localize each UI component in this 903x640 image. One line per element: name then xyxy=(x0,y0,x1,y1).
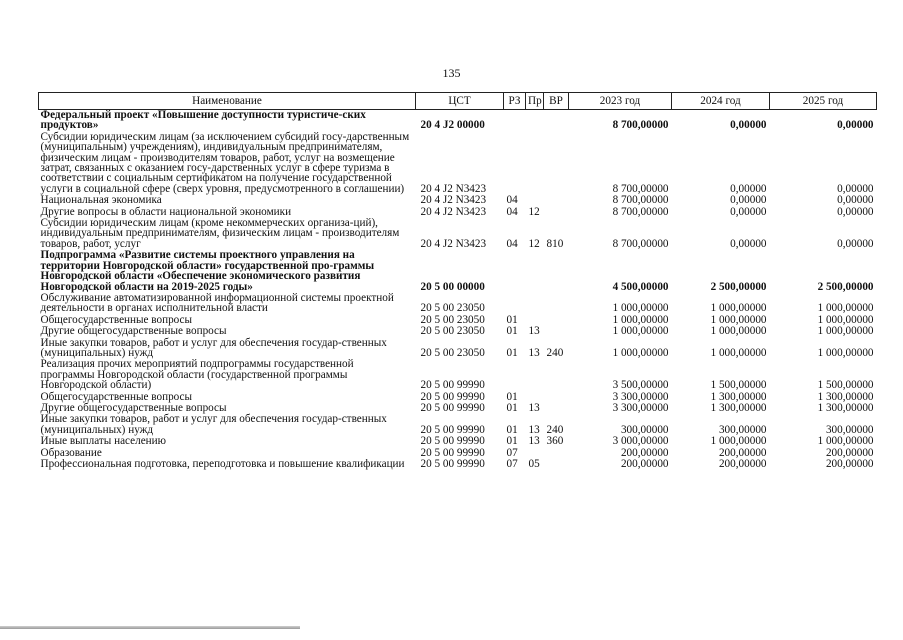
cell-name: Национальная экономика xyxy=(40,194,162,207)
cell-cst: 20 4 J2 N3423 xyxy=(420,237,487,250)
cell-cst: 20 5 00 23050 xyxy=(420,313,485,326)
cell-vr xyxy=(544,132,569,195)
table-row xyxy=(39,459,877,470)
cell-pr: 13 xyxy=(528,346,540,359)
cell-2024: 1 500,00000 xyxy=(710,379,767,392)
column-header-2024: 2024 год xyxy=(672,93,770,110)
cell-2024: 300,00000 xyxy=(718,423,767,436)
cell-2025: 1 000,00000 xyxy=(817,346,874,359)
cell-pr: 05 xyxy=(528,458,540,470)
cell-pr: 13 xyxy=(528,423,540,436)
cell-2023: 8 700,00000 xyxy=(612,182,669,195)
cell-2024: 1 000,00000 xyxy=(710,302,767,315)
cell-name: Иные закупки товаров, работ и услуг для обеспечения государ-ственных (муниципальных) нужд xyxy=(40,413,387,436)
cell-vr xyxy=(544,448,569,459)
cell-cst: 20 5 00 23050 xyxy=(420,325,485,338)
cell-pr: 12 xyxy=(528,237,540,250)
cell-rz: 04 xyxy=(506,205,518,218)
cell-rz xyxy=(504,110,526,132)
cell-name: Федеральный проект «Повышение доступности туристиче-ских продуктов» xyxy=(40,109,366,132)
cell-2025: 1 500,00000 xyxy=(817,379,874,392)
column-header-2023: 2023 год xyxy=(569,93,672,110)
cell-2025: 1 300,00000 xyxy=(817,390,874,403)
table-header xyxy=(39,93,877,110)
cell-rz: 01 xyxy=(506,346,518,359)
cell-2023: 3 500,00000 xyxy=(612,379,669,392)
table-row xyxy=(39,293,877,315)
cell-rz xyxy=(504,250,526,293)
budget-table xyxy=(38,92,877,470)
column-header-cst: ЦСТ xyxy=(416,93,504,110)
cell-rz: 07 xyxy=(506,458,518,470)
cell-2025: 1 000,00000 xyxy=(817,302,874,315)
cell-rz: 01 xyxy=(506,325,518,338)
cell-rz xyxy=(504,132,526,195)
cell-name: Общегосударственные вопросы xyxy=(40,390,193,403)
cell-name: Другие общегосударственные вопросы xyxy=(40,325,227,338)
cell-vr: 360 xyxy=(546,435,564,448)
cell-rz: 07 xyxy=(506,446,518,459)
cell-name: Иные выплаты населению xyxy=(40,435,166,448)
cell-2023: 1 000,00000 xyxy=(612,325,669,338)
table-row xyxy=(39,218,877,250)
cell-rz: 01 xyxy=(506,313,518,326)
table-row xyxy=(39,414,877,436)
cell-2024: 200,00000 xyxy=(718,446,767,459)
cell-2024: 0,00000 xyxy=(730,205,767,218)
cell-2025: 200,00000 xyxy=(825,446,874,459)
cell-2025: 0,00000 xyxy=(837,194,874,207)
cell-cst: 20 5 00 23050 xyxy=(420,346,485,359)
cell-2024: 0,00000 xyxy=(730,119,767,132)
cell-pr xyxy=(526,110,544,132)
header-row xyxy=(39,93,877,110)
cell-name: Иные закупки товаров, работ и услуг для обеспечения государ-ственных (муниципальных) нужд xyxy=(40,336,387,359)
cell-2023: 8 700,00000 xyxy=(612,237,669,250)
cell-pr xyxy=(526,195,544,206)
cell-vr xyxy=(544,392,569,403)
cell-2023: 1 000,00000 xyxy=(612,346,669,359)
table-row xyxy=(39,338,877,360)
cell-name: Другие вопросы в области национальной экономики xyxy=(40,205,292,218)
cell-name: Субсидии юридическим лицам (за исключением субсидий госу-дарственным (муниципальным) учреждениям), индивидуальным предпринимателям, физическим лицам - производителям товаров, работ, услуг на возмещение затрат, связанных с оказанием госу-дарственных услуг в сфере туризма в соответствии с социальным сертификатом на получение государственной услуги в социальной сфере (сверх уровня, предусмотренного в соглашении) xyxy=(40,130,410,195)
cell-vr xyxy=(544,207,569,218)
cell-2024: 0,00000 xyxy=(730,194,767,207)
cell-cst: 20 4 J2 N3423 xyxy=(420,205,487,218)
cell-2023: 8 700,00000 xyxy=(612,194,669,207)
cell-vr xyxy=(544,195,569,206)
cell-vr xyxy=(544,403,569,414)
cell-cst: 20 5 00 99990 xyxy=(420,458,485,470)
table-row xyxy=(39,326,877,337)
cell-2023: 8 700,00000 xyxy=(612,205,669,218)
cell-2023: 1 000,00000 xyxy=(612,302,669,315)
cell-vr xyxy=(544,326,569,337)
cell-rz xyxy=(504,359,526,391)
cell-vr xyxy=(544,459,569,470)
cell-2024: 1 000,00000 xyxy=(710,435,767,448)
cell-2023: 3 300,00000 xyxy=(612,401,669,414)
cell-2024: 1 300,00000 xyxy=(710,390,767,403)
cell-cst: 20 5 00 00000 xyxy=(420,280,485,293)
scan-edge-line xyxy=(0,626,300,629)
cell-cst: 20 5 00 99990 xyxy=(420,379,485,392)
cell-rz: 04 xyxy=(506,194,518,207)
cell-vr xyxy=(544,250,569,293)
column-header-pr: Пр xyxy=(526,93,544,110)
cell-pr xyxy=(526,359,544,391)
cell-2025: 2 500,00000 xyxy=(817,280,874,293)
cell-pr: 13 xyxy=(528,401,540,414)
cell-name: Другие общегосударственные вопросы xyxy=(40,401,227,414)
cell-name: Реализация прочих мероприятий подпрограммы государственной программы Новгородской области (государственной программы Новгородской области) xyxy=(40,358,354,392)
cell-2025: 0,00000 xyxy=(837,182,874,195)
cell-2023: 1 000,00000 xyxy=(612,313,669,326)
cell-2024: 200,00000 xyxy=(718,458,767,470)
cell-2023: 8 700,00000 xyxy=(612,119,669,132)
table-row xyxy=(39,436,877,447)
cell-cst: 20 5 00 23050 xyxy=(420,302,485,315)
cell-2024: 1 000,00000 xyxy=(710,346,767,359)
column-header-2025: 2025 год xyxy=(770,93,877,110)
cell-pr: 13 xyxy=(528,325,540,338)
cell-2023: 4 500,00000 xyxy=(612,280,669,293)
cell-cst: 20 5 00 99990 xyxy=(420,390,485,403)
cell-cst: 20 5 00 99990 xyxy=(420,446,485,459)
cell-2023: 3 000,00000 xyxy=(612,435,669,448)
cell-cst: 20 4 J2 N3423 xyxy=(420,182,487,195)
cell-cst: 20 4 J2 N3423 xyxy=(420,194,487,207)
cell-vr: 240 xyxy=(546,346,564,359)
cell-rz: 01 xyxy=(506,423,518,436)
cell-cst: 20 4 J2 00000 xyxy=(420,119,485,132)
cell-2025: 1 000,00000 xyxy=(817,325,874,338)
cell-name: Подпрограмма «Развитие системы проектного управления на территории Новгородской области» государственной про-граммы Новгородской области «Обеспечение экономического развития Новгородской области на 2019-2025 годы» xyxy=(40,249,375,293)
table-row xyxy=(39,250,877,293)
table-body xyxy=(39,110,877,471)
cell-pr: 13 xyxy=(528,435,540,448)
cell-2025: 1 000,00000 xyxy=(817,435,874,448)
cell-2024: 0,00000 xyxy=(730,182,767,195)
cell-cst: 20 5 00 99990 xyxy=(420,423,485,436)
cell-pr xyxy=(526,132,544,195)
cell-rz: 01 xyxy=(506,435,518,448)
cell-2025: 1 000,00000 xyxy=(817,313,874,326)
cell-2024: 0,00000 xyxy=(730,237,767,250)
table-row xyxy=(39,132,877,195)
cell-2025: 0,00000 xyxy=(837,237,874,250)
cell-2024: 1 300,00000 xyxy=(710,401,767,414)
cell-2025: 300,00000 xyxy=(825,423,874,436)
cell-vr xyxy=(544,315,569,326)
cell-2023: 200,00000 xyxy=(620,446,669,459)
cell-vr xyxy=(544,293,569,315)
cell-rz xyxy=(504,293,526,315)
cell-name: Профессиональная подготовка, переподготовка и повышение квалификации xyxy=(40,458,405,470)
cell-2025: 0,00000 xyxy=(837,119,874,132)
column-header-name: Наименование xyxy=(39,93,416,110)
cell-2023: 300,00000 xyxy=(620,423,669,436)
cell-name: Обслуживание автоматизированной информационной системы проектной деятельности в органах исполнительной власти xyxy=(40,291,394,315)
page-number: 135 xyxy=(442,66,461,80)
cell-rz: 01 xyxy=(506,390,518,403)
table-row xyxy=(39,359,877,391)
table-row xyxy=(39,110,877,132)
cell-2025: 0,00000 xyxy=(837,205,874,218)
cell-name: Субсидии юридическим лицам (кроме некоммерческих организа-ций), индивидуальным предпринимателям, физическим лицам - производителям товаров, работ, услуг xyxy=(40,217,400,250)
cell-2025: 200,00000 xyxy=(825,458,874,470)
cell-2024: 1 000,00000 xyxy=(710,313,767,326)
column-header-rz: РЗ xyxy=(504,93,526,110)
cell-vr: 240 xyxy=(546,423,564,436)
cell-2023: 3 300,00000 xyxy=(612,390,669,403)
cell-2025: 1 300,00000 xyxy=(817,401,874,414)
table-row xyxy=(39,195,877,206)
cell-pr xyxy=(526,250,544,293)
cell-cst: 20 5 00 99990 xyxy=(420,401,485,414)
cell-name: Образование xyxy=(40,446,102,459)
cell-rz: 01 xyxy=(506,401,518,414)
cell-cst: 20 5 00 99990 xyxy=(420,435,485,448)
cell-name: Общегосударственные вопросы xyxy=(40,313,193,326)
cell-pr: 12 xyxy=(528,205,540,218)
cell-pr xyxy=(526,293,544,315)
cell-vr xyxy=(544,110,569,132)
cell-2023: 200,00000 xyxy=(620,458,669,470)
column-header-vr: ВР xyxy=(544,93,569,110)
cell-2024: 2 500,00000 xyxy=(710,280,767,293)
cell-vr: 810 xyxy=(546,237,564,250)
cell-rz: 04 xyxy=(506,237,518,250)
cell-2024: 1 000,00000 xyxy=(710,325,767,338)
cell-vr xyxy=(544,359,569,391)
